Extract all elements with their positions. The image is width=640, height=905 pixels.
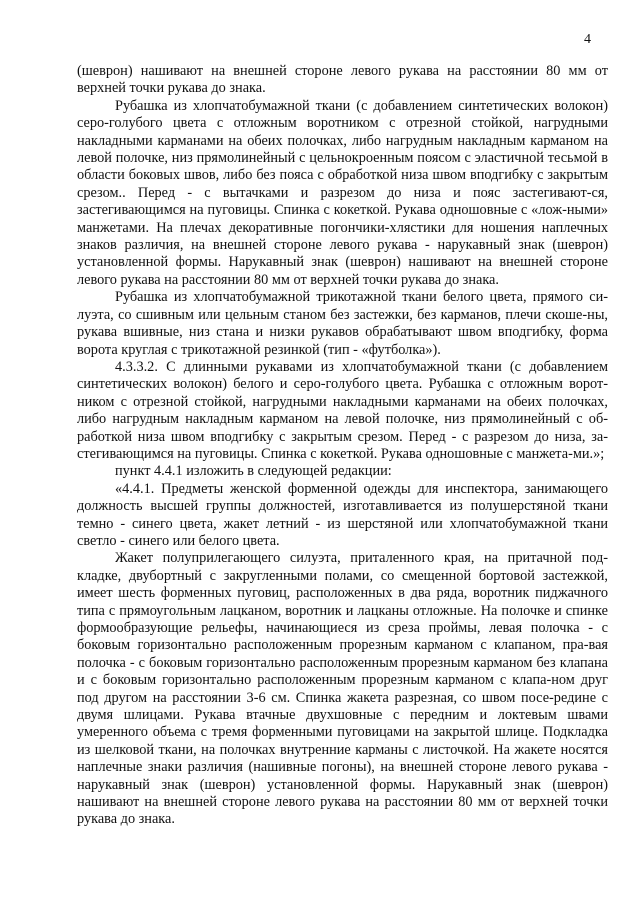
page-number: 4	[584, 32, 591, 47]
document-body	[77, 63, 608, 829]
paragraph: (шеврон) нашивают на внешней стороне левого рукава на расстоянии 80 мм от верхней точки рукава до знака.	[77, 63, 608, 97]
paragraph: 4.3.3.2. С длинными рукавами из хлопчатобумажной ткани (с добавлением синтетических волокон) белого и серо-голубого цвета. Рубашка с отложным ворот-ником с отрезной стойкой, нагрудными накладными карманами на обеих полочках, либо нагрудным накладным карманом на левой полочке, низ прямолинейный с об-работкой низа швом вподгибку с закрытым срезом. Перед - с разрезом до низа, за-стегивающимся на пуговицы. Спинка с кокеткой. Рукава одношовные с манжета-ми.»;	[77, 358, 608, 462]
paragraph: Рубашка из хлопчатобумажной ткани (с добавлением синтетических волокон) серо-голубого цвета с отложным воротником с отрезной стойкой, нагрудными накладными карманами на обеих полочках, либо нагрудным накладным карманом на левой полочке, низ прямолинейный с цельнокроенным поясом с эластичной тесьмой в области боковых швов, либо без пояса с обработкой низа швом вподгибку с закрытым срезом.. Перед - с вытачками и разрезом до низа и пояс застегивают-ся, застегивающимся на пуговицы. Спинка с кокеткой. Рукава одношовные с «лож-ными» манжетами. На плечах декоративные погончики-хлястики для ношения наплечных знаков различия, на внешней стороне левого рукава - нарукавный знак (шеврон) установленной формы. Нарукавный знак (шеврон) нашивают на внешней стороне левого рукава на расстоянии 80 мм от верхней точки рукава до знака.	[77, 97, 608, 288]
paragraph: Рубашка из хлопчатобумажной трикотажной ткани белого цвета, прямого си-луэта, со сшивным или цельным станом без застежки, без карманов, плечи скоше-ны, рукава вшивные, низ стана и низки рукавов обрабатывают швом вподгибку, форма ворота круглая с трикотажной резинкой (тип - «футболка»).	[77, 289, 608, 358]
paragraph: пункт 4.4.1 изложить в следующей редакции:	[115, 463, 392, 480]
paragraph: Жакет полуприлегающего силуэта, приталенного края, на притачной под-кладке, двубортный с закругленными полами, со смещенной бортовой застежкой, имеет шесть форменных пуговиц, расположенных в два ряда, воротник пиджачного типа с прямоугольным лацканом, воротник и лацканы отложные. На полочке и спинке формообразующие рельефы, начинающиеся из среза проймы, левая полочка - с боковым горизонтально расположенным прорезным карманом с клапаном, пра-вая полочка - с боковым горизонтально расположенным прорезным карманом без клапана и с боковым горизонтально расположенным прорезным карманом с клапа-ном друг под другом на расстоянии 3-6 см. Спинка жакета разрезная, со швом посе-редине с двумя шлицами. Рукава втачные двухшовные с передним и локтевым швами умеренного объема с тремя форменными пуговицами на закрытой шлице. Подкладка из шелковой ткани, на полочках внутренние карманы с листочкой. На жакете носятся наплечные знаки различия (нашивные погоны), на внешней стороне левого рукава - нарукавный знак (шеврон) установленной формы. Нарукавный знак (шеврон) нашивают на внешней стороне левого рукава на расстоянии 80 мм от верхней точки рукава до знака.	[77, 550, 608, 828]
paragraph: «4.4.1. Предметы женской форменной одежды для инспектора, занимающего должность высшей группы должностей, изготавливается из полушерстяной ткани темно - синего цвета, жакет летний - из шерстяной или хлопчатобумажной ткани светло - синего или белого цвета.	[77, 480, 608, 549]
